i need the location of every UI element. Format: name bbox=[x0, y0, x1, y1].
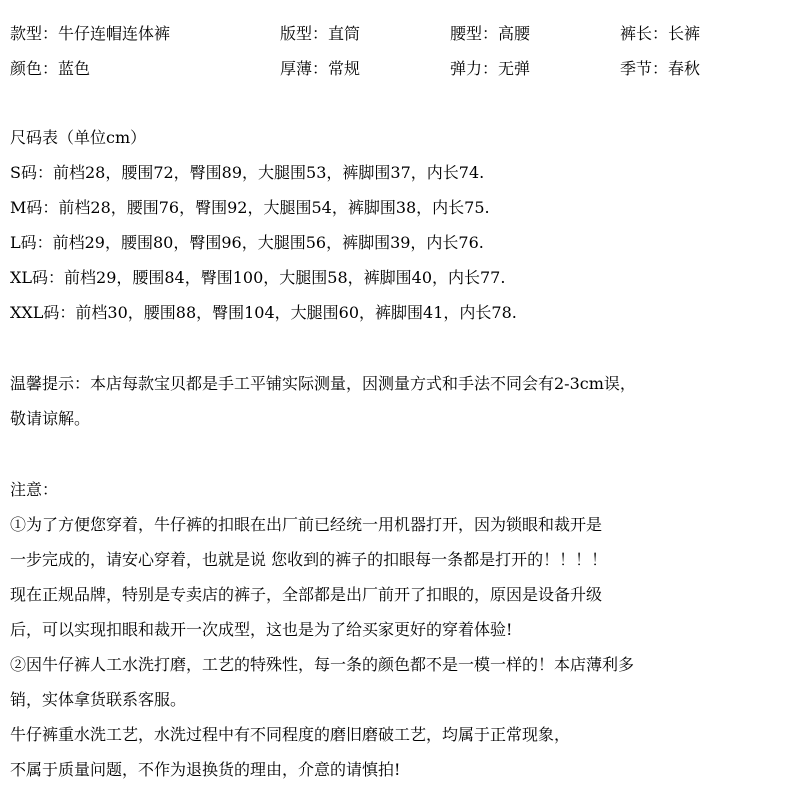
attribute-style: 款型：牛仔连帽连体裤 bbox=[10, 24, 171, 43]
size-chart-title: 尺码表（单位cm） bbox=[10, 128, 147, 147]
notice-line: 后，可以实现扣眼和裁开一次成型，这也是为了给买家更好的穿着体验! bbox=[10, 620, 513, 639]
attribute-row-1 bbox=[10, 22, 795, 46]
notice-line: 不属于质量问题，不作为退换货的理由，介意的请慎拍! bbox=[10, 760, 401, 779]
notice-line: 现在正规品牌，特别是专卖店的裤子，全部都是出厂前开了扣眼的，原因是设备升级 bbox=[10, 585, 603, 604]
attribute-waist: 腰型：高腰 bbox=[450, 24, 531, 43]
notice-line: ①为了方便您穿着，牛仔裤的扣眼在出厂前已经统一用机器打开，因为锁眼和裁开是 bbox=[10, 515, 603, 534]
size-row-s: S码：前档28，腰围72，臀围89，大腿围53，裤脚围37，内长74. bbox=[10, 163, 485, 182]
tip-line-2: 敬请谅解。 bbox=[10, 409, 91, 428]
attribute-elasticity: 弹力：无弹 bbox=[450, 59, 531, 78]
notice-line: 一步完成的，请安心穿着，也就是说 您收到的裤子的扣眼每一条都是打开的！！！！ bbox=[10, 550, 608, 569]
tip-line-1: 温馨提示：本店每款宝贝都是手工平铺实际测量，因测量方式和手法不同会有2-3cm误， bbox=[10, 374, 636, 393]
attribute-length: 裤长：长裤 bbox=[620, 24, 701, 43]
attribute-fit: 版型：直筒 bbox=[280, 24, 361, 43]
size-row-xl: XL码：前档29，腰围84，臀围100，大腿围58，裤脚围40，内长77. bbox=[10, 268, 506, 287]
attribute-season: 季节：春秋 bbox=[620, 59, 701, 78]
attribute-thickness: 厚薄：常规 bbox=[280, 59, 361, 78]
product-description bbox=[10, 0, 795, 800]
attribute-color: 颜色：蓝色 bbox=[10, 59, 91, 78]
size-row-l: L码：前档29，腰围80，臀围96，大腿围56，裤脚围39，内长76. bbox=[10, 233, 484, 252]
attribute-row-2 bbox=[10, 57, 795, 81]
notice-line: 牛仔裤重水洗工艺，水洗过程中有不同程度的磨旧磨破工艺，均属于正常现象， bbox=[10, 725, 571, 744]
notice-line: ②因牛仔裤人工水洗打磨，工艺的特殊性，每一条的颜色都不是一模一样的！本店薄利多 bbox=[10, 655, 635, 674]
size-row-m: M码：前档28，腰围76，臀围92，大腿围54，裤脚围38，内长75. bbox=[10, 198, 490, 217]
size-row-xxl: XXL码：前档30，腰围88，臀围104，大腿围60，裤脚围41，内长78. bbox=[10, 303, 517, 322]
notice-title: 注意： bbox=[10, 480, 59, 499]
notice-line: 销，实体拿货联系客服。 bbox=[10, 690, 187, 709]
